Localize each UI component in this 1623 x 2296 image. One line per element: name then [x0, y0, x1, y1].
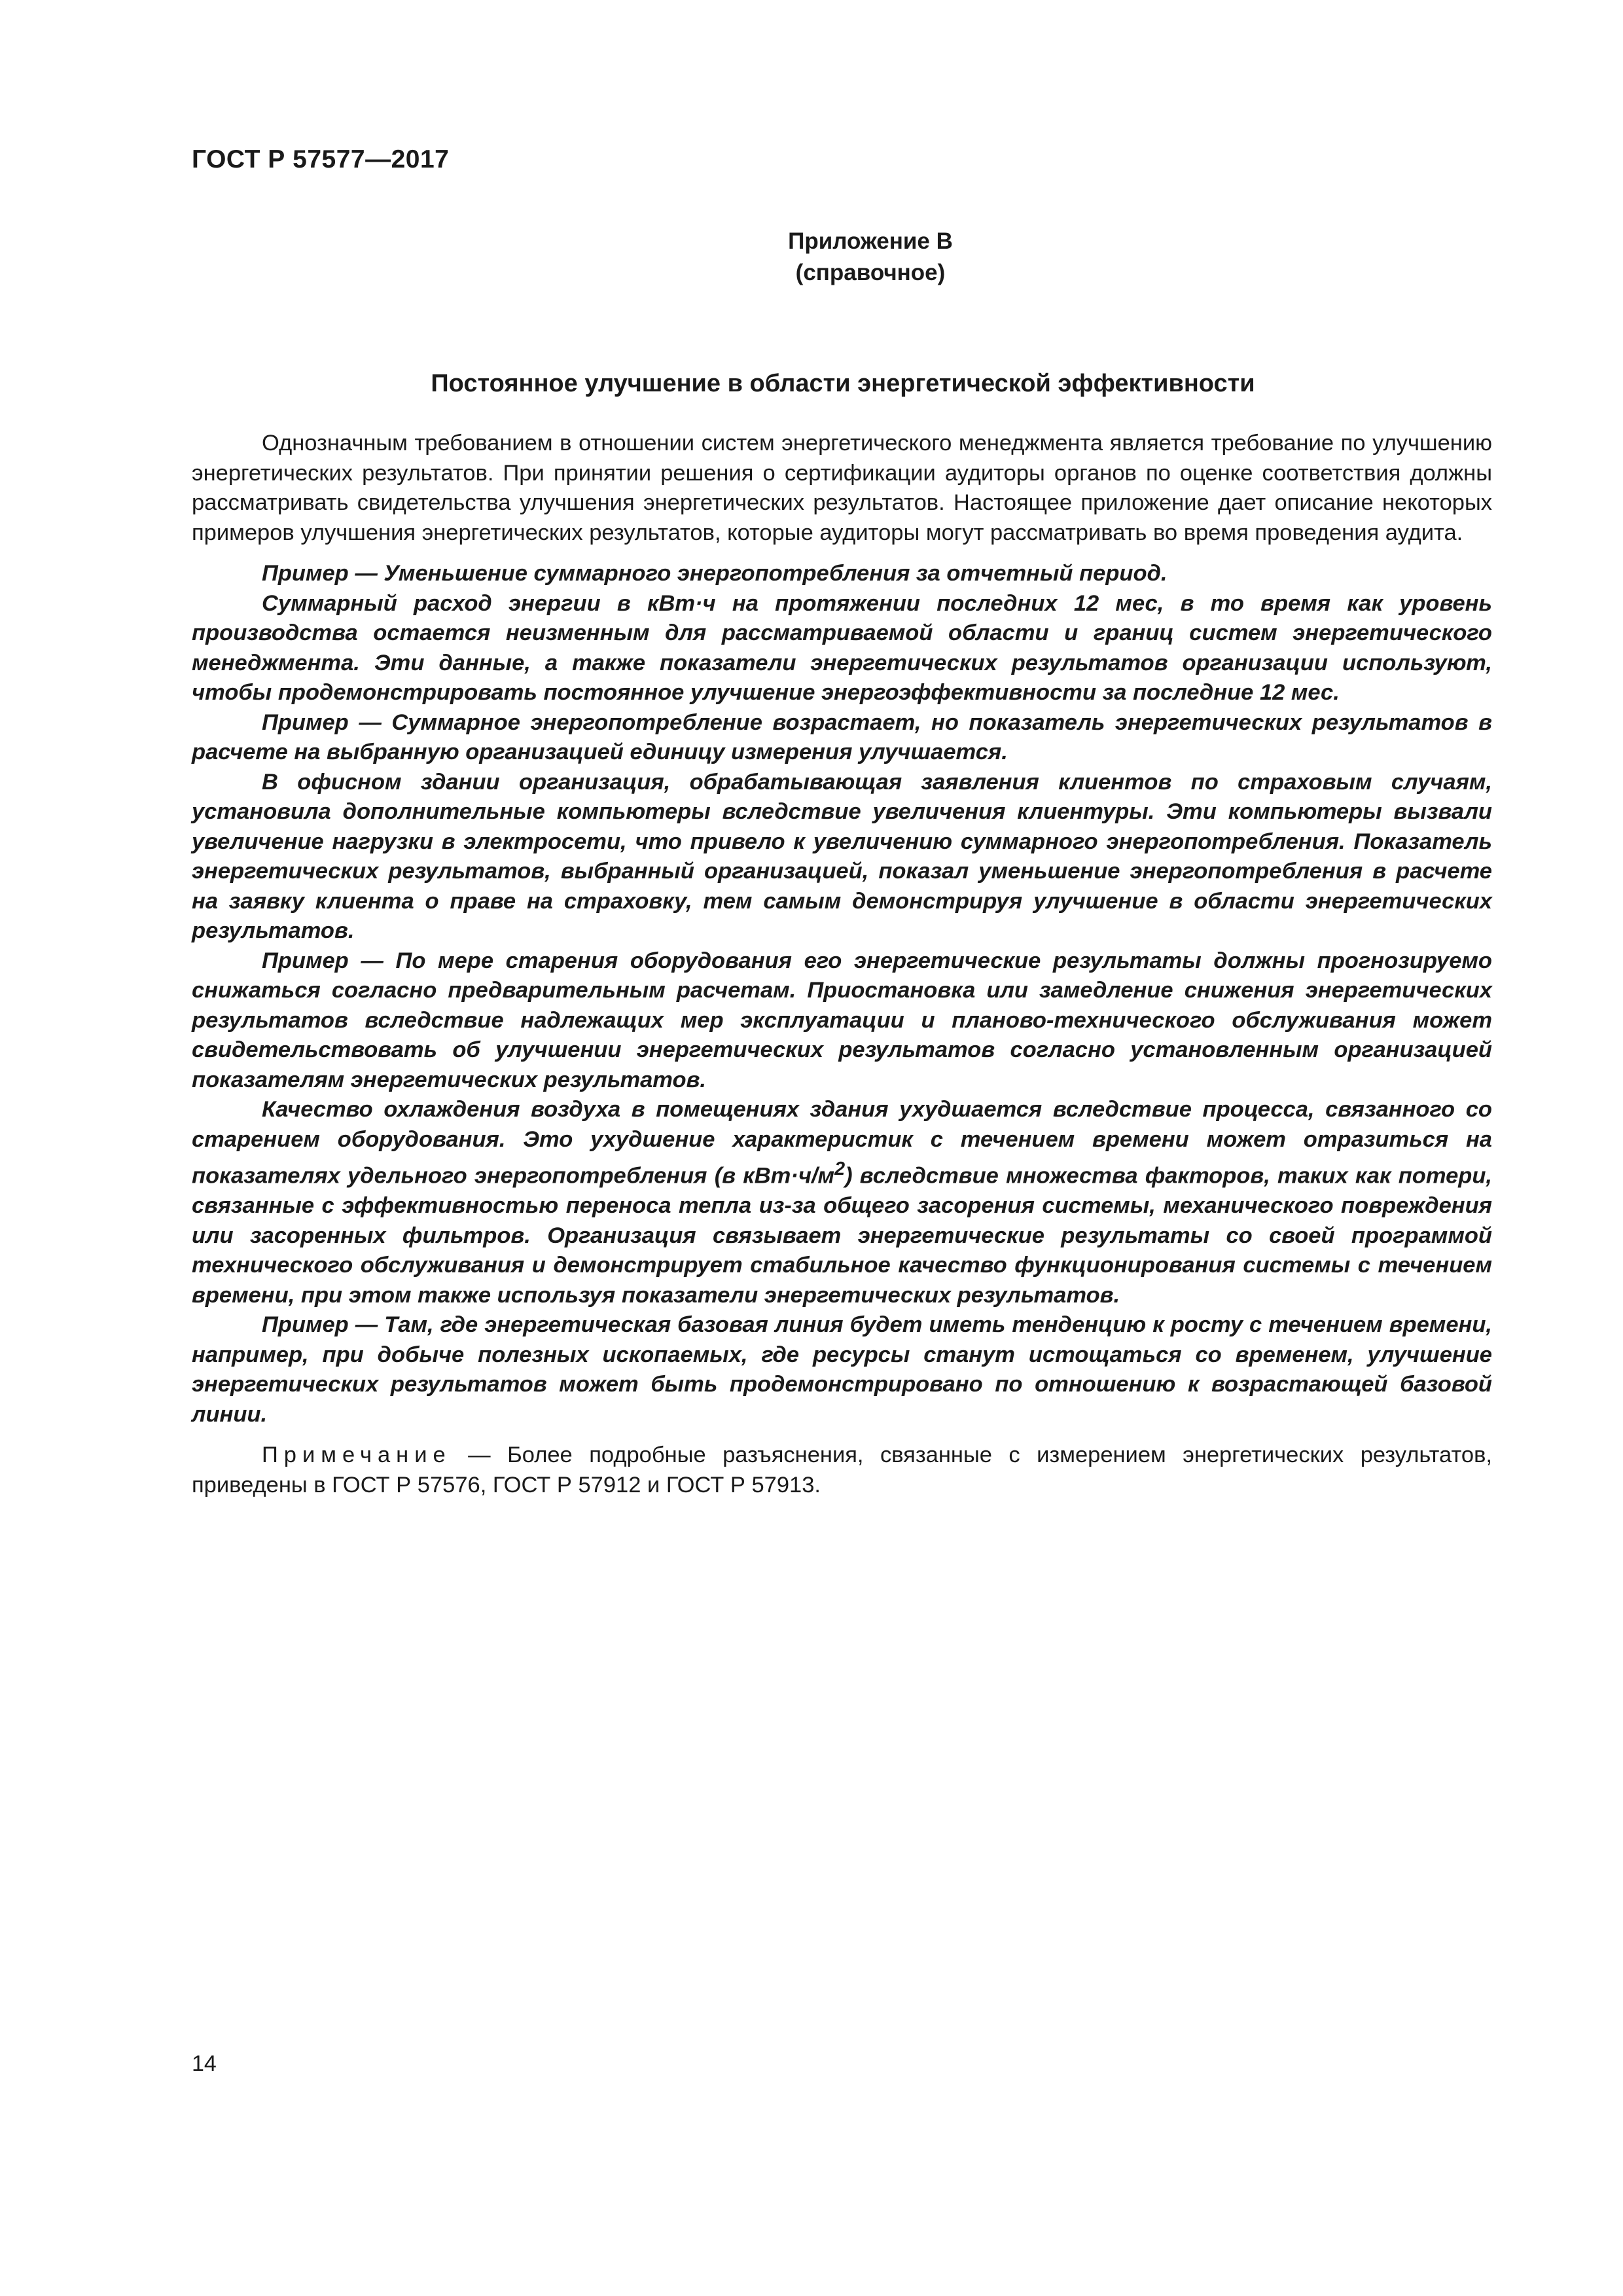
note-paragraph — [192, 1441, 1492, 1500]
document-code-header: ГОСТ Р 57577—2017 — [192, 145, 450, 173]
example-2-text: В офисном здании организация, обрабатывающая заявления клиентов по страховым случаям, установила дополнительные компьютеры вследствие увеличения клиентуры. Эти компьютеры вызвали увеличение нагрузки в электросети, что привело к увеличению суммарного энергопотребления. Показатель энергетических результатов, выбранный организацией, показал уменьшение энергопотребления в расчете на заявку клиента о праве на страховку, тем самым демонстрируя улучшение в области энергетических результатов. — [192, 769, 1492, 943]
page-number: 14 — [192, 2051, 217, 2076]
example-1-text: Суммарный расход энергии в кВт·ч на протяжении последних 12 мес, в то время как уровень производства остается неизменным для рассматриваемой области и границ систем энергетического менеджмента. Эти данные, а также показатели энергетических результатов организации используют, чтобы продемонстрировать постоянное улучшение энергоэффективности за последние 12 мес. — [192, 590, 1492, 705]
example-1-title: Пример — Уменьшение суммарного энергопотребления за отчетный период. — [262, 561, 1168, 586]
note-label: Примечание — [262, 1443, 452, 1467]
note-text: — Более подробные разъяснения, связанные с измерением энергетических результатов, приведены в ГОСТ Р 57576, ГОСТ Р 57912 и ГОСТ Р 57913. — [192, 1443, 1492, 1498]
example-2-title: Пример — Суммарное энергопотребление возрастает, но показатель энергетических результатов в расчете на выбранную организацией единицу измерения улучшается. — [192, 709, 1492, 764]
appendix-title: Приложение В — [788, 228, 953, 254]
example-3-text-part-a: Качество охлаждения воздуха в помещениях здания ухудшается вследствие процесса, связанного со старением оборудования. Это ухудшение характеристик с течением времени может отразиться на показателях удельного энергопотребления (в кВт·ч/м — [192, 1097, 1492, 1189]
example-3-text — [192, 1095, 1492, 1310]
appendix-kind: (справочное) — [795, 260, 946, 285]
appendix-heading — [0, 226, 1623, 289]
example-3-title: Пример — По мере старения оборудования его энергетические результаты должны прогнозируемо снижаться согласно предварительным расчетам. Приостановка или замедление снижения энергетических результатов вследствие надлежащих мер эксплуатации и планово-технического обслуживания может свидетельствовать об улучшении энергетических результатов согласно установленным организацией показателям энергетических результатов. — [192, 948, 1492, 1092]
example-4: Пример — Там, где энергетическая базовая линия будет иметь тенденцию к росту с течением времени, например, при добыче полезных ископаемых, где ресурсы станут истощаться со временем, улучшение энергетических результатов может быть продемонстрировано по отношению к возрастающей базовой линии. — [192, 1312, 1492, 1427]
example-3-text-part-b: ) вследствие множества факторов, таких как потери, связанные с эффективностью переноса тепла из-за общего засорения системы, механического повреждения или засоренных фильтров. Организация связывает энергетические результаты со своей программой технического обслуживания и демонстрирует стабильное качество функционирования системы с течением времени, при этом также используя показатели энергетических результатов. — [192, 1163, 1492, 1308]
section-title: Постоянное улучшение в области энергетической эффективности — [431, 370, 1255, 397]
superscript-two: 2 — [834, 1158, 846, 1179]
intro-paragraph: Однозначным требованием в отношении систем энергетического менеджмента является требование по улучшению энергетических результатов. При принятии решения о сертификации аудиторы органов по оценке соответствия должны рассматривать свидетельства улучшения энергетических результатов. Настоящее приложение дает описание некоторых примеров улучшения энергетических результатов, которые аудиторы могут рассматривать во время проведения аудита. — [192, 431, 1492, 545]
body-text — [192, 429, 1492, 1500]
